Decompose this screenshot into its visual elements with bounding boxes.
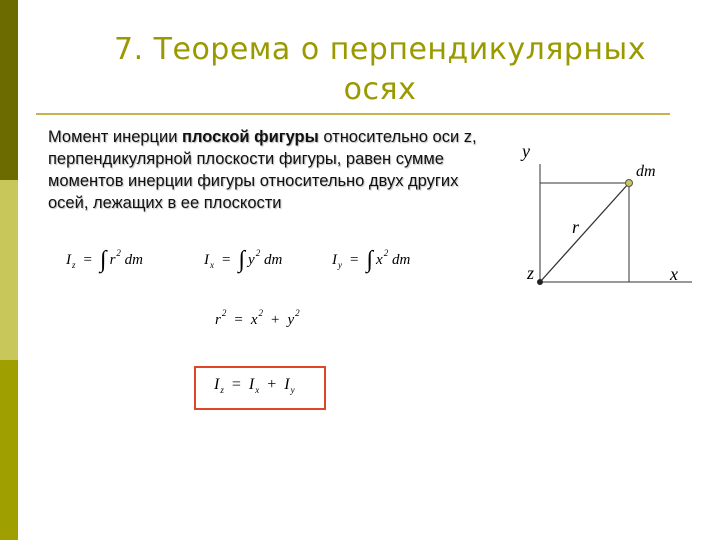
f4-x: x bbox=[250, 312, 258, 328]
f5-eq: = bbox=[231, 376, 241, 393]
radius-line bbox=[540, 183, 629, 282]
f4-y-pow: 2 bbox=[295, 308, 300, 318]
f1-lhs-sub: z bbox=[72, 260, 76, 270]
f1-lhs: I bbox=[66, 252, 71, 268]
f3-dm: dm bbox=[391, 252, 411, 268]
title-line-2: осях bbox=[343, 72, 417, 107]
f2-lhs-sub: x bbox=[210, 260, 214, 270]
y-axis-label: y bbox=[522, 141, 530, 161]
f1-integral: ∫ bbox=[99, 247, 107, 273]
formula-iy bbox=[332, 244, 410, 271]
origin-point bbox=[537, 279, 543, 285]
r-label: r bbox=[572, 217, 580, 237]
f4-x-pow: 2 bbox=[258, 308, 263, 318]
theorem-text bbox=[48, 126, 498, 214]
slide-title bbox=[40, 30, 720, 110]
f4-r: r bbox=[215, 312, 221, 328]
f1-var: r bbox=[109, 252, 116, 268]
f2-eq: = bbox=[222, 252, 231, 268]
f5-x: x bbox=[255, 385, 260, 395]
f1-dm: dm bbox=[124, 252, 143, 268]
f3-eq: = bbox=[350, 252, 359, 268]
x-axis-label: x bbox=[670, 264, 678, 284]
f1-eq: = bbox=[83, 252, 92, 268]
f4-y: y bbox=[287, 312, 295, 328]
f3-lhs-sub: y bbox=[338, 260, 342, 270]
left-strip-middle bbox=[0, 180, 18, 360]
theorem-text-part1: Момент инерции bbox=[48, 128, 183, 146]
f2-var: y bbox=[248, 252, 255, 268]
f2-pow: 2 bbox=[255, 248, 261, 258]
f3-var: x bbox=[376, 252, 383, 268]
formula-result bbox=[214, 376, 295, 394]
f3-integral: ∫ bbox=[366, 247, 374, 273]
formula-ix bbox=[204, 244, 282, 271]
f5-y: y bbox=[290, 385, 295, 395]
title-line-1: 7. Теорема о перпендикулярных bbox=[114, 32, 646, 67]
f2-dm: dm bbox=[263, 252, 283, 268]
theorem-text-bold: плоской фигуры bbox=[182, 128, 319, 146]
f5-i2: I bbox=[248, 376, 255, 393]
z-axis-label: z bbox=[527, 263, 535, 283]
f5-i1: I bbox=[214, 376, 220, 393]
f4-plus: + bbox=[270, 312, 280, 328]
f3-pow: 2 bbox=[383, 248, 389, 258]
f1-pow: 2 bbox=[116, 248, 121, 258]
theorem-text-part2: относительно оси z, перпендикулярной плоскости фигуры, равен сумме моментов инерции фигуры относительно двух других осей, лежащих в ее плоскости bbox=[48, 128, 477, 212]
f5-i3: I bbox=[284, 376, 290, 393]
left-strip-bottom bbox=[0, 360, 18, 540]
dm-label: dm bbox=[636, 163, 656, 180]
formula-iz bbox=[66, 244, 143, 271]
f4-eq: = bbox=[234, 312, 243, 328]
f2-integral: ∫ bbox=[238, 247, 246, 273]
f3-lhs: I bbox=[332, 252, 337, 268]
f4-r-pow: 2 bbox=[221, 308, 227, 318]
axes-diagram bbox=[500, 130, 700, 300]
mass-element-point bbox=[626, 180, 633, 187]
formula-pythagoras bbox=[215, 308, 300, 329]
f5-z: z bbox=[220, 385, 224, 395]
title-divider bbox=[36, 113, 670, 115]
f2-lhs: I bbox=[204, 252, 209, 268]
left-strip-top bbox=[0, 0, 18, 180]
f5-plus: + bbox=[267, 376, 277, 393]
